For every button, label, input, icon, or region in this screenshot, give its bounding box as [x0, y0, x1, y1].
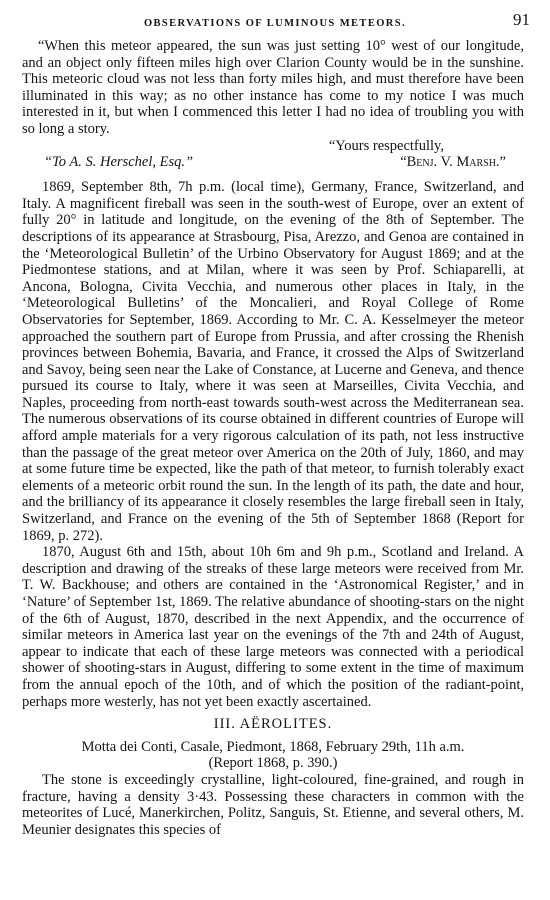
letter-addressee: “To A. S. Herschel, Esq.”: [44, 154, 194, 171]
section-title: III. AËROLITES.: [213, 716, 333, 733]
letter-paragraph: “When this meteor appeared, the sun was just setting 10° west of our longitude, and an object only fifteen miles high over Clarion County would be in the sunshine. This meteoric cloud was not less than forty miles high, and must therefore have been illuminated in this way; as no other instance has come to my notice I was much interested in it, but when I commenced this letter I had no idea of troubling you with so long a story.: [22, 38, 524, 137]
letter-closing: “Yours respectfully,: [328, 137, 444, 154]
page-body: [22, 38, 524, 838]
entry-reference: (Report 1868, p. 390.): [208, 755, 338, 772]
page-number: 91: [513, 10, 530, 29]
paragraph-1870-meteors: 1870, August 6th and 15th, about 10h 6m and 9h p.m., Scotland and Ireland. A description and drawing of the streaks of these large meteors were received from Mr. T. W. Backhouse; and others are contained in the ‘Astronomical Register,’ and in ‘Nature’ of September 1st, 1869. The relative abundance of shooting-stars on the night of the 6th of August, 1870, described in the next Appendix, and the occurrence of similar meteors in America last year on the evenings of the 7th and 24th of August, appear to indicate that each of these large meteors was connected with a periodical shower of shooting-stars in August, differing to some extent in the time of maximum from the annual epoch of the 10th, and of which the position of the radiant-point, perhaps more westerly, has not yet been exactly ascertained.: [22, 544, 524, 710]
signature-line: [22, 154, 524, 171]
entry-heading: Motta dei Conti, Casale, Piedmont, 1868, February 29th, 11h a.m.: [81, 738, 465, 755]
paragraph-1869-fireball: 1869, September 8th, 7h p.m. (local time), Germany, France, Switzerland, and Italy. A magnificent fireball was seen in the south-west of Europe, over an extent of fully 20° in latitude and longitude, on the evening of the 8th of September. The descriptions of its appearance at Strasbourg, Pisa, Arezzo, and Genoa are contained in the ‘Meteorological Bulletin’ of the Urbino Observatory for August 1869; and at the Piedmontese stations, and at Milan, where it was seen by Prof. Schiaparelli, at Ancona, Bologna, Civita Vecchia, and numerous other places in Italy, in the ‘Meteorological Bulletins’ of the Moncalieri, and Royal College of Rome Observatories for September, 1869. According to Mr. C. A. Kesselmeyer the meteor approached the southern part of Europe from Prussia, and after crossing the Rhenish provinces between Bohemia, Bavaria, and France, it crossed the Alps of Switzerland and Savoy, being seen near the Lake of Constance, at Lucerne and Geneva, and thence pursued its course to Italy, where it was seen at Marseilles, Civita Vecchia, and Naples, proceeding from north-east towards south-west across the Mediterranean sea. The numerous observations of its course obtained in different countries of Europe will afford ample materials for a very rigorous calculation of its path, not less instructive than the passage of the great meteor over America on the 20th of July, 1860, and may at some future time be expected, like the path of that meteor, to furnish tolerably exact elements of a meteoric orbit round the sun. In the length of its path, the date and hour, and the brilliancy of its appearance it closely resembles the large fireball seen in Italy, Switzerland, and France on the evening of the 5th of September 1868 (Report for 1869, p. 272).: [22, 179, 524, 544]
page-header: [0, 6, 550, 34]
running-title: OBSERVATIONS OF LUMINOUS METEORS.: [143, 18, 407, 29]
letter-signature: “Benj. V. Marsh.”: [400, 154, 506, 171]
aerolite-paragraph: The stone is exceedingly crystalline, light-coloured, fine-grained, and rough in fracture, having a density 3·43. Possessing these characters in common with the meteorites of Lucé, Manerkirchen, Politz, Sanguis, St. Etienne, and several others, M. Meunier designates this species of: [22, 771, 524, 838]
